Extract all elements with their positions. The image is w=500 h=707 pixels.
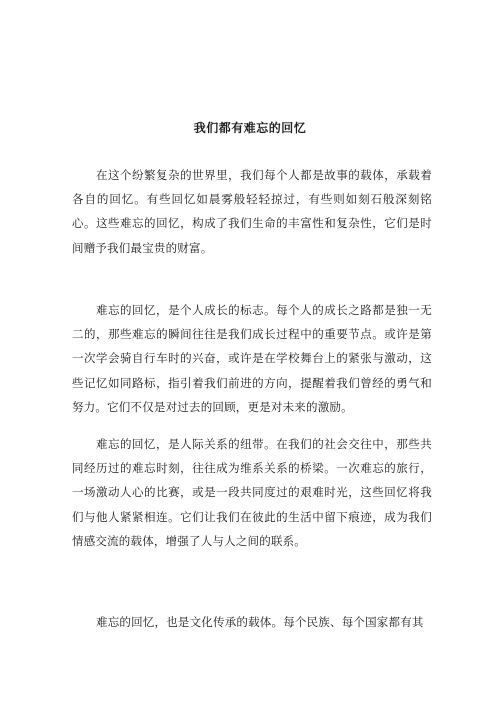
document-title: 我们都有难忘的回忆	[193, 121, 307, 135]
paragraph-4: 难忘的回忆，也是文化传承的载体。每个民族、每个国家都有其	[96, 615, 424, 629]
paragraph-2: 难忘的回忆，是个人成长的标志。每个人的成长之路都是独一无二的，那些难忘的瞬间往往是我们成长过程中的重要节点。或许是第一次学会骑自行车时的兴奋，或许是在学校舞台上的紧张与激动，这些记忆如同路标，指引着我们前进的方向，提醒着我们曾经的勇气和努力。它们不仅是对过去的回顾，更是对未来的激励。	[72, 303, 432, 414]
paragraph-3: 难忘的回忆，是人际关系的纽带。在我们的社会交往中，那些共同经历过的难忘时刻，往往成为维系关系的桥梁。一次难忘的旅行，一场激动人心的比赛，或是一段共同度过的艰难时光，这些回忆将我们与他人紧紧相连。它们让我们在彼此的生活中留下痕迹，成为我们情感交流的载体，增强了人与人之间的联系。	[72, 437, 432, 548]
paragraph-1: 在这个纷繁复杂的世界里，我们每个人都是故事的载体，承载着各自的回忆。有些回忆如晨雾般轻轻掠过，有些则如刻石般深刻铭心。这些难忘的回忆，构成了我们生命的丰富性和复杂性，它们是时间赠予我们最宝贵的财富。	[72, 168, 432, 255]
